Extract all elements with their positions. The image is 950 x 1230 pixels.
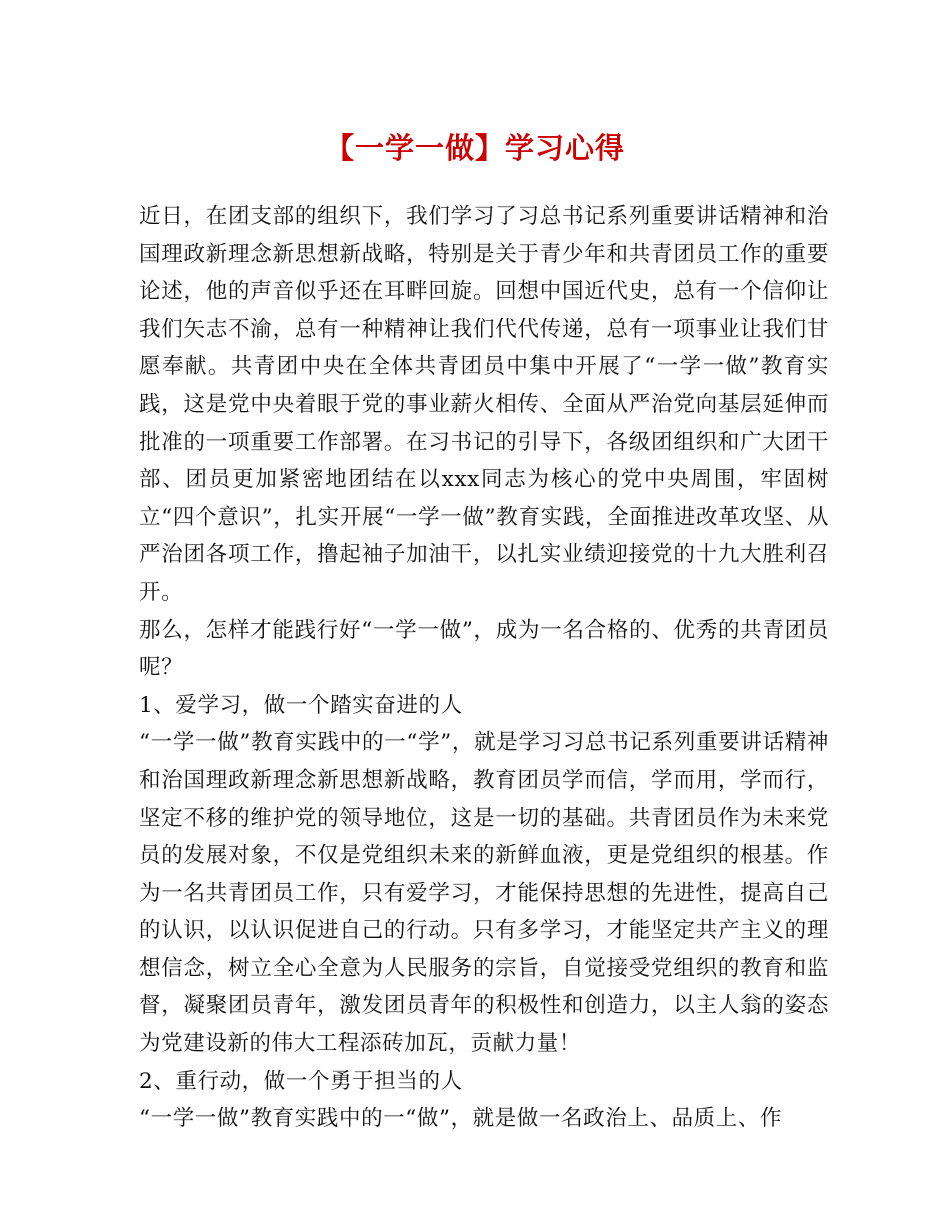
paragraph-intro: 近日，在团支部的组织下，我们学习了习总书记系列重要讲话精神和治国理政新理念新思想新战略，特别是关于青少年和共青团员工作的重要论述，他的声音似乎还在耳畔回旋。回想中国近代史，总有一个信仰让我们矢志不渝，总有一种精神让我们代代传递，总有一项事业让我们甘愿奉献。共青团中央在全体共青团员中集中开展了“一学一做”教育实践，这是党中央着眼于党的事业薪火相传、全面从严治党向基层延伸而批准的一项重要工作部署。在习书记的引导下，各级团组织和广大团干部、团员更加紧密地团结在以xxx同志为核心的党中央周围，牢固树立“四个意识”，扎实开展“一学一做”教育实践，全面推进改革攻坚、从严治团各项工作，撸起袖子加油干，以扎实业绩迎接党的十九大胜利召开。 (139, 204, 829, 605)
paragraph-question: 那么，怎样才能践行好“一学一做”，成为一名合格的、优秀的共青团员呢？ (139, 617, 829, 681)
section-heading-1: 1、爱学习，做一个踏实奋进的人 (139, 692, 463, 718)
paragraph-section-1: “一学一做”教育实践中的一“学”，就是学习习总书记系列重要讲话精神和治国理政新理念新思想新战略，教育团员学而信，学而用，学而行，坚定不移的维护党的领导地位，这是一切的基础。共青团员作为未来党员的发展对象，不仅是党组织未来的新鲜血液，更是党组织的根基。作为一名共青团员工作，只有爱学习，才能保持思想的先进性，提高自己的认识，以认识促进自己的行动。只有多学习，才能坚定共产主义的理想信念，树立全心全意为人民服务的宗旨，自觉接受党组织的教育和监督，凝聚团员青年，激发团员青年的积极性和创造力，以主人翁的姿态为党建设新的伟大工程添砖加瓦，贡献力量！ (139, 730, 829, 1057)
document-body (139, 198, 829, 1138)
document-title: 【一学一做】学习心得 (324, 131, 625, 165)
section-heading-2: 2、重行动，做一个勇于担当的人 (139, 1068, 463, 1094)
paragraph-section-2: “一学一做”教育实践中的一“做”，就是做一名政治上、品质上、作 (139, 1106, 783, 1132)
